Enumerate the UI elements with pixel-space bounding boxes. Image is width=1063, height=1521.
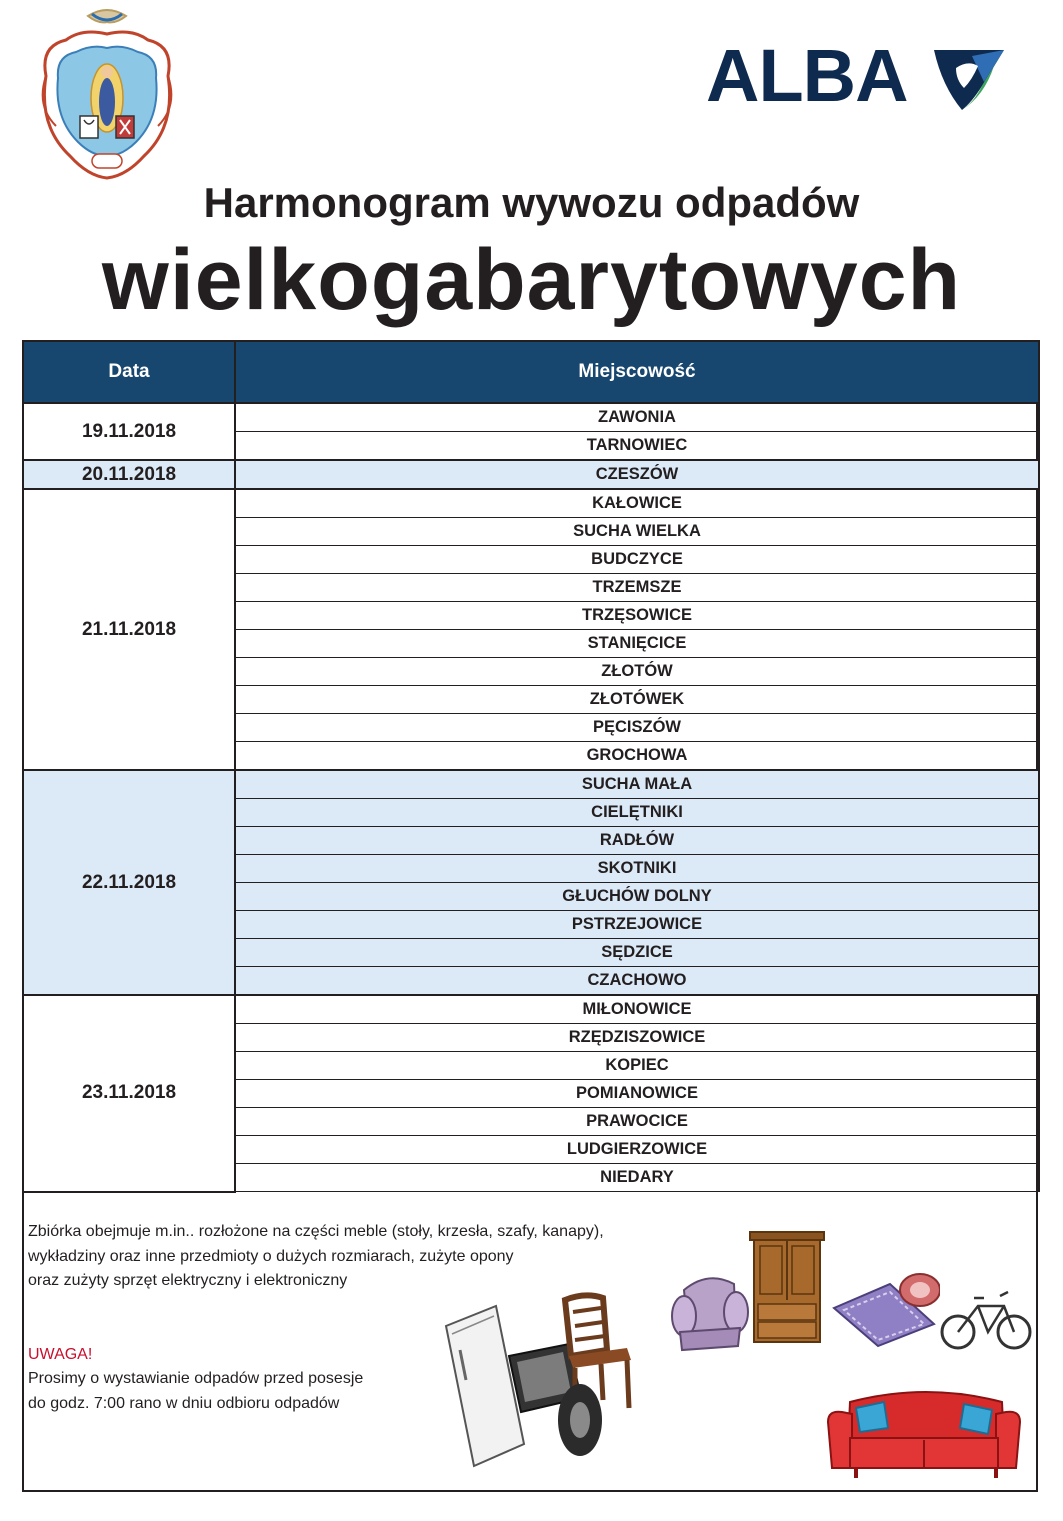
place-cell: RADŁÓW — [235, 827, 1039, 855]
place-cell: TARNOWIEC — [235, 432, 1039, 461]
alba-logo — [706, 34, 1006, 117]
place-cell: BUDCZYCE — [235, 546, 1039, 574]
table-row — [23, 489, 1039, 518]
bicycle-icon — [938, 1280, 1033, 1355]
rolled-carpet-icon — [830, 1268, 940, 1348]
alba-mark-icon — [932, 46, 1006, 112]
warning-title: UWAGA! — [28, 1345, 93, 1363]
table-row — [23, 460, 1039, 489]
place-cell: CIELĘTNIKI — [235, 799, 1039, 827]
place-cell: PĘCISZÓW — [235, 714, 1039, 742]
place-cell: LUDGIERZOWICE — [235, 1136, 1039, 1164]
notes-line: oraz zużyty sprzęt elektryczny i elektroniczny — [28, 1272, 348, 1289]
place-cell: CZACHOWO — [235, 967, 1039, 996]
place-cell: ZŁOTÓWEK — [235, 686, 1039, 714]
notes-line: wykładziny oraz inne przedmioty o dużych rozmiarach, zużyte opony — [28, 1247, 514, 1265]
title-line-2: wielkogabarytowych — [101, 232, 962, 328]
date-cell: 23.11.2018 — [23, 995, 235, 1192]
column-header-date: Data — [23, 341, 235, 403]
place-cell: RZĘDZISZOWICE — [235, 1024, 1039, 1052]
schedule-table — [22, 340, 1040, 1193]
place-cell: SĘDZICE — [235, 939, 1039, 967]
column-header-place: Miejscowość — [235, 341, 1039, 403]
table-row — [23, 995, 1039, 1024]
date-cell: 22.11.2018 — [23, 770, 235, 995]
tire-icon — [545, 1380, 615, 1460]
place-cell: STANIĘCICE — [235, 630, 1039, 658]
date-cell: 20.11.2018 — [23, 460, 235, 489]
warning-line: do godz. 7:00 rano w dniu odbioru odpadów — [28, 1394, 340, 1412]
place-cell: SUCHA MAŁA — [235, 770, 1039, 799]
schedule-body — [23, 403, 1039, 1192]
place-cell: CZESZÓW — [235, 460, 1039, 489]
notes-line: Zbiórka obejmuje m.in.. rozłożone na części meble (stoły, krzesła, szafy, kanapy), — [28, 1223, 604, 1240]
table-row — [23, 403, 1039, 432]
coat-of-arms-icon — [36, 6, 178, 186]
place-cell: ZAWONIA — [235, 403, 1039, 432]
place-cell: KOPIEC — [235, 1052, 1039, 1080]
title-line-1: Harmonogram wywozu odpadów — [203, 179, 860, 226]
table-row — [23, 770, 1039, 799]
place-cell: ZŁOTÓW — [235, 658, 1039, 686]
sofa-icon — [826, 1382, 1022, 1482]
date-cell: 21.11.2018 — [23, 489, 235, 770]
place-cell: MIŁONOWICE — [235, 995, 1039, 1024]
date-cell: 19.11.2018 — [23, 403, 235, 460]
place-cell: TRZEMSZE — [235, 574, 1039, 602]
place-cell: SKOTNIKI — [235, 855, 1039, 883]
place-cell: GŁUCHÓW DOLNY — [235, 883, 1039, 911]
wardrobe-icon — [748, 1230, 828, 1350]
place-cell: PSTRZEJOWICE — [235, 911, 1039, 939]
place-cell: SUCHA WIELKA — [235, 518, 1039, 546]
place-cell: PRAWOCICE — [235, 1108, 1039, 1136]
warning-line: Prosimy o wystawianie odpadów przed posesje — [28, 1370, 364, 1387]
place-cell: TRZĘSOWICE — [235, 602, 1039, 630]
armchair-icon — [670, 1270, 750, 1355]
place-cell: POMIANOWICE — [235, 1080, 1039, 1108]
place-cell: GROCHOWA — [235, 742, 1039, 771]
table-header-row — [23, 341, 1039, 403]
alba-logo-text: ALBA — [706, 34, 908, 117]
place-cell: NIEDARY — [235, 1164, 1039, 1192]
place-cell: KAŁOWICE — [235, 489, 1039, 518]
